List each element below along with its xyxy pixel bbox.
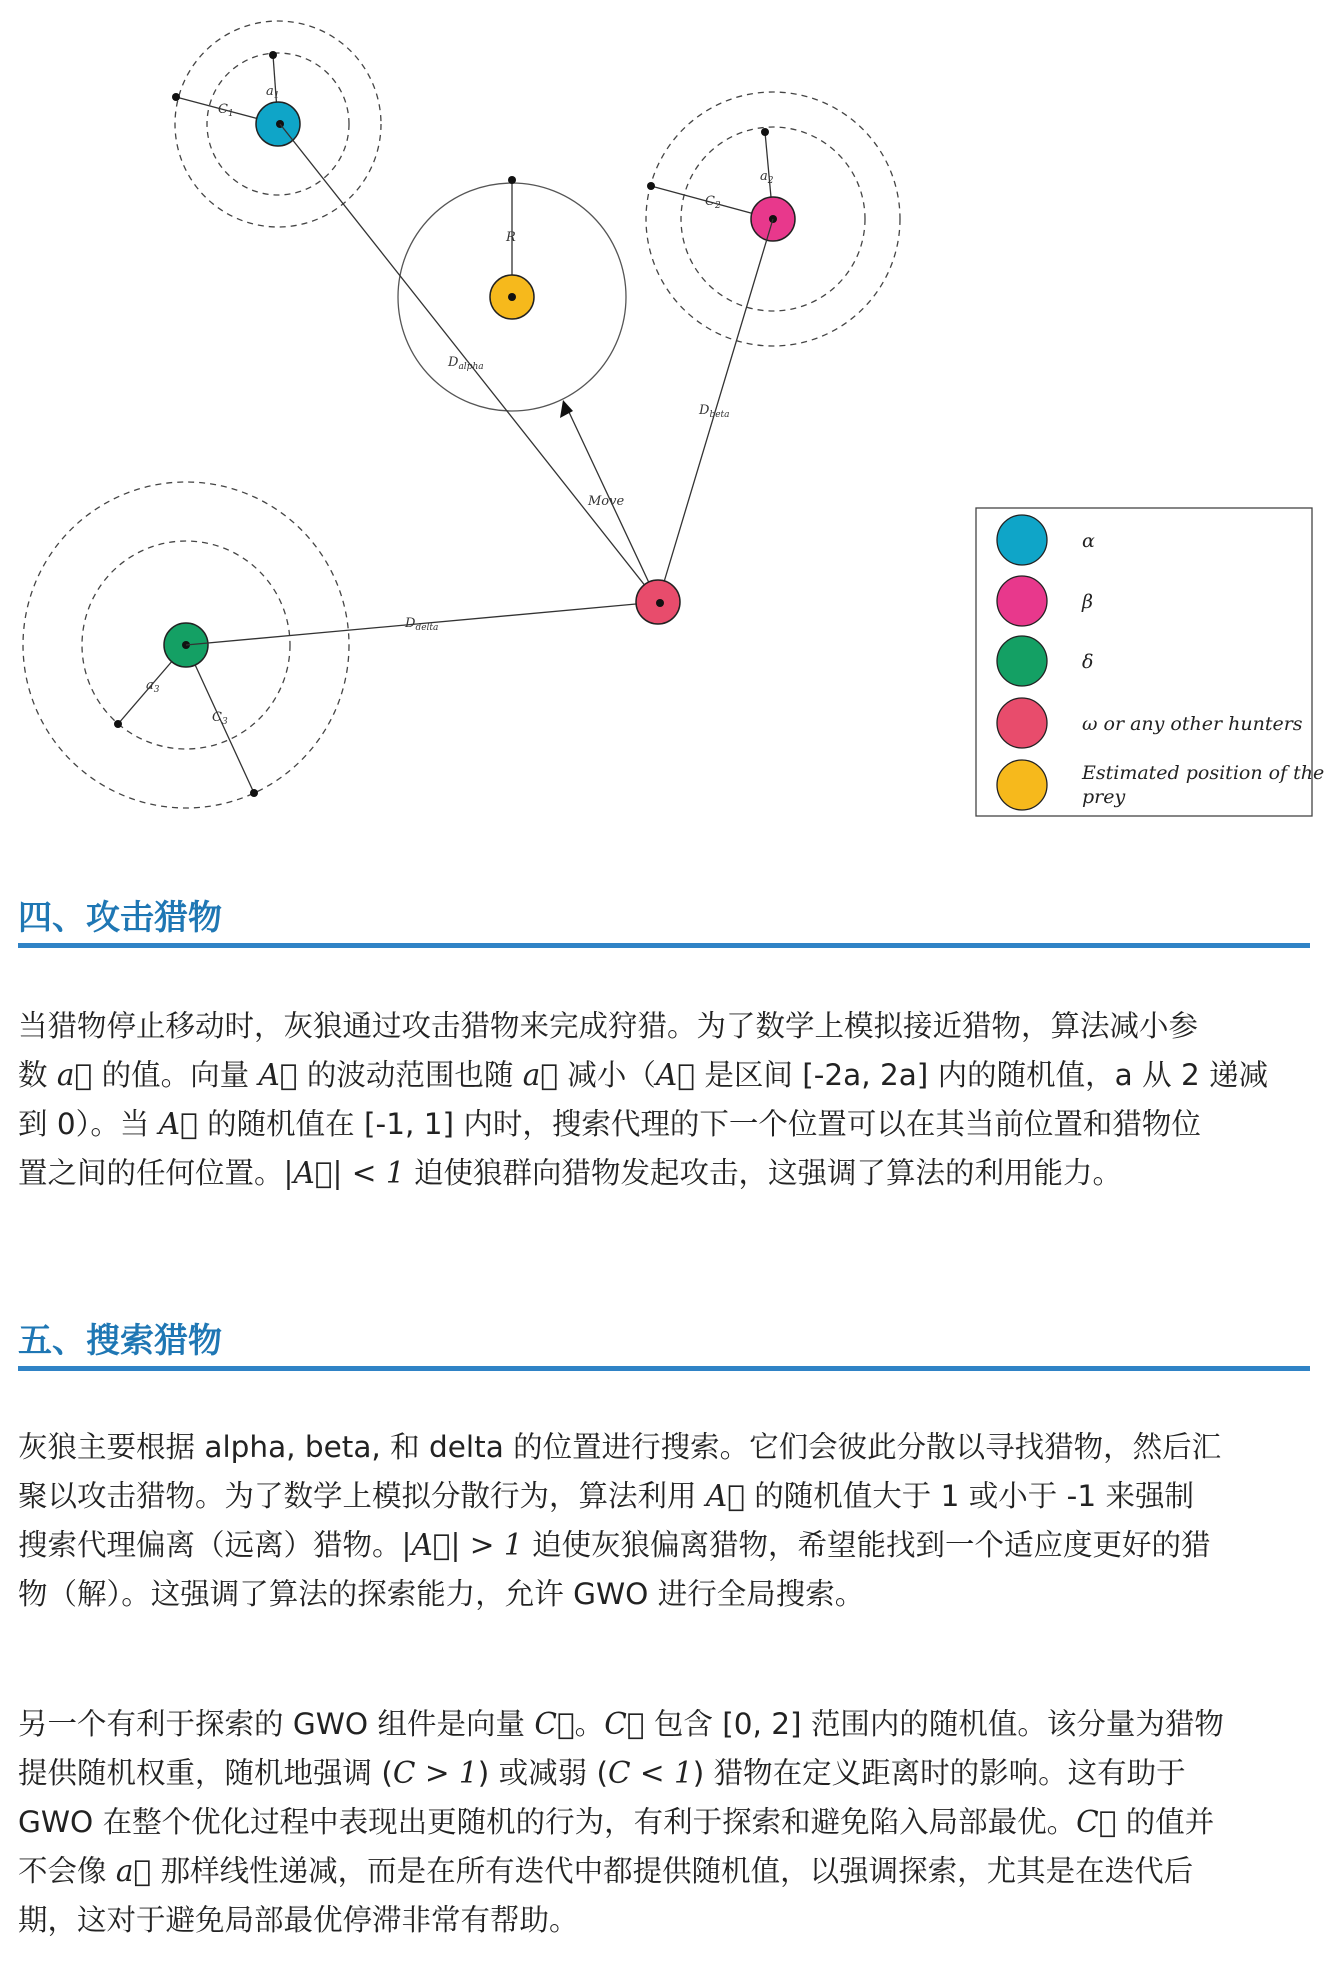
text-run: 搜索代理偏离（远离）猎物。 [18, 1528, 402, 1562]
text-run: 是区间 [-2a, 2a] 内的随机值，a 从 2 递减 [694, 1058, 1269, 1092]
label-c2: $C_2$ [705, 194, 721, 211]
label-d-alpha: $D_{alpha}$ [448, 355, 484, 372]
text-run: 包含 [0, 2] 范围内的随机值。该分量为猎物 [644, 1707, 1224, 1741]
vector-C: C⃗ [1076, 1805, 1117, 1839]
text-run: 数 [18, 1058, 57, 1092]
text-run: ) 猎物在定义距离时的影响。这有助于 [692, 1756, 1186, 1790]
paragraph-search-2-line3 [18, 1798, 1318, 1847]
legend-swatch-delta [997, 636, 1047, 686]
legend-label-beta: β [1082, 591, 1093, 613]
legend-label-alpha: α [1082, 530, 1095, 552]
text-run: 不会像 [18, 1854, 116, 1888]
delta-a-dot [114, 720, 122, 728]
paragraph-search-1-line2 [18, 1472, 1318, 1521]
paragraph-search-2 [18, 1700, 1318, 1945]
text-run: 减小（ [558, 1058, 656, 1092]
section-title-search: 五、搜索猎物 [18, 1321, 222, 1361]
section-divider-attack [18, 943, 1310, 948]
legend-label-omega: ω or any other hunters [1082, 713, 1303, 735]
section-divider-search [18, 1366, 1310, 1371]
text-run: 另一个有利于探索的 GWO 组件是向量 [18, 1707, 535, 1741]
label-move: Move [588, 494, 625, 509]
text-run: ) 或减弱 ( [477, 1756, 608, 1790]
label-c1: $C_1$ [218, 102, 234, 119]
math-C-lt-1: C < 1 [607, 1756, 693, 1790]
gwo-position-diagram [0, 0, 1328, 830]
math-C-gt-1: C > 1 [392, 1756, 478, 1790]
legend-swatch-omega [997, 698, 1047, 748]
paragraph-search-2-line5: 期，这对于避免局部最优停滞非常有帮助。 [18, 1903, 579, 1937]
paragraph-search-1-line3 [18, 1521, 1318, 1570]
label-c3: $C_3$ [212, 710, 228, 727]
text-run: 的随机值大于 1 或小于 -1 来强制 [744, 1479, 1194, 1513]
label-d-beta: $D_{beta}$ [699, 403, 730, 420]
paragraph-attack-line4 [18, 1149, 1318, 1198]
vector-A: A⃗ [705, 1479, 745, 1513]
legend-label-delta: δ [1082, 651, 1094, 673]
legend-swatch-alpha [997, 515, 1047, 565]
vector-a: a⃗ [522, 1058, 559, 1092]
prey-group [398, 176, 626, 411]
paragraph-search-2-line2 [18, 1749, 1318, 1798]
vector-A: A⃗ [655, 1058, 695, 1092]
text-run: 迫使狼群向猎物发起攻击，这强调了算法的利用能力。 [404, 1156, 1123, 1190]
text-run: 的随机值在 [-1, 1] 内时，搜索代理的下一个位置可以在其当前位置和猎物位 [197, 1107, 1201, 1141]
vector-A: A⃗ [258, 1058, 298, 1092]
section-heading-attack [18, 893, 1310, 949]
paragraph-search-2-line1 [18, 1700, 1318, 1749]
paragraph-search-2-line4 [18, 1847, 1318, 1896]
text-run: 那样线性递减，而是在所有迭代中都提供随机值，以强调探索，尤其是在迭代后 [151, 1854, 1194, 1888]
text-run: 。 [574, 1707, 605, 1741]
legend [976, 508, 1324, 816]
text-run: 的值。向量 [92, 1058, 259, 1092]
text-run: 的值并 [1116, 1805, 1215, 1839]
alpha-wolf-group [172, 21, 381, 227]
legend-label-prey-line2: prey [1082, 786, 1126, 808]
vector-a: a⃗ [56, 1058, 93, 1092]
label-a3: $a_3$ [146, 678, 160, 695]
math-abs-A-lt-1: |A⃗| < 1 [283, 1156, 405, 1190]
prey-center-dot [508, 293, 516, 301]
beta-c-dot [647, 182, 655, 190]
legend-label-prey-line1: Estimated position of the [1082, 762, 1325, 784]
paragraph-attack-line3 [18, 1100, 1318, 1149]
label-r: R [506, 230, 516, 245]
legend-swatch-prey [997, 760, 1047, 810]
vector-C: C⃗ [534, 1707, 575, 1741]
beta-a-dot [761, 128, 769, 136]
paragraph-search-1-line4: 物（解）。这强调了算法的探索能力，允许 GWO 进行全局搜索。 [18, 1577, 865, 1611]
label-a1: $a_1$ [266, 84, 280, 101]
legend-swatch-beta [997, 576, 1047, 626]
delta-c-dot [250, 789, 258, 797]
vector-a: a⃗ [115, 1854, 152, 1888]
paragraph-attack [18, 1002, 1318, 1198]
text-run: 提供随机权重，随机地强调 ( [18, 1756, 393, 1790]
text-run: 到 0）。当 [18, 1107, 159, 1141]
section-heading-search [18, 1316, 1310, 1372]
omega-center-dot [656, 599, 664, 607]
label-a2: $a_2$ [760, 169, 774, 186]
alpha-c-dot [172, 93, 180, 101]
text-run: GWO 在整个优化过程中表现出更随机的行为，有利于探索和避免陷入局部最优。 [18, 1805, 1077, 1839]
section-title-attack: 四、攻击猎物 [18, 898, 222, 938]
text-run: 置之间的任何位置。 [18, 1156, 284, 1190]
text-run: 的波动范围也随 [297, 1058, 523, 1092]
vector-C: C⃗ [604, 1707, 645, 1741]
alpha-a-dot [269, 51, 277, 59]
math-abs-A-gt-1: |A⃗| > 1 [401, 1528, 523, 1562]
label-d-delta: $D_{delta}$ [405, 616, 439, 633]
text-run: 迫使灰狼偏离猎物，希望能找到一个适应度更好的猎 [522, 1528, 1211, 1562]
prey-r-dot [508, 176, 516, 184]
vector-A: A⃗ [158, 1107, 198, 1141]
paragraph-attack-line1: 当猎物停止移动时，灰狼通过攻击猎物来完成狩猎。为了数学上模拟接近猎物，算法减小参 [18, 1009, 1199, 1043]
paragraph-search-1 [18, 1423, 1318, 1619]
paragraph-search-1-line1: 灰狼主要根据 alpha, beta, 和 delta 的位置进行搜索。它们会彼此分散以寻找猎物，然后汇 [18, 1430, 1222, 1464]
text-run: 聚以攻击猎物。为了数学上模拟分散行为，算法利用 [18, 1479, 706, 1513]
paragraph-attack-line2 [18, 1051, 1318, 1100]
